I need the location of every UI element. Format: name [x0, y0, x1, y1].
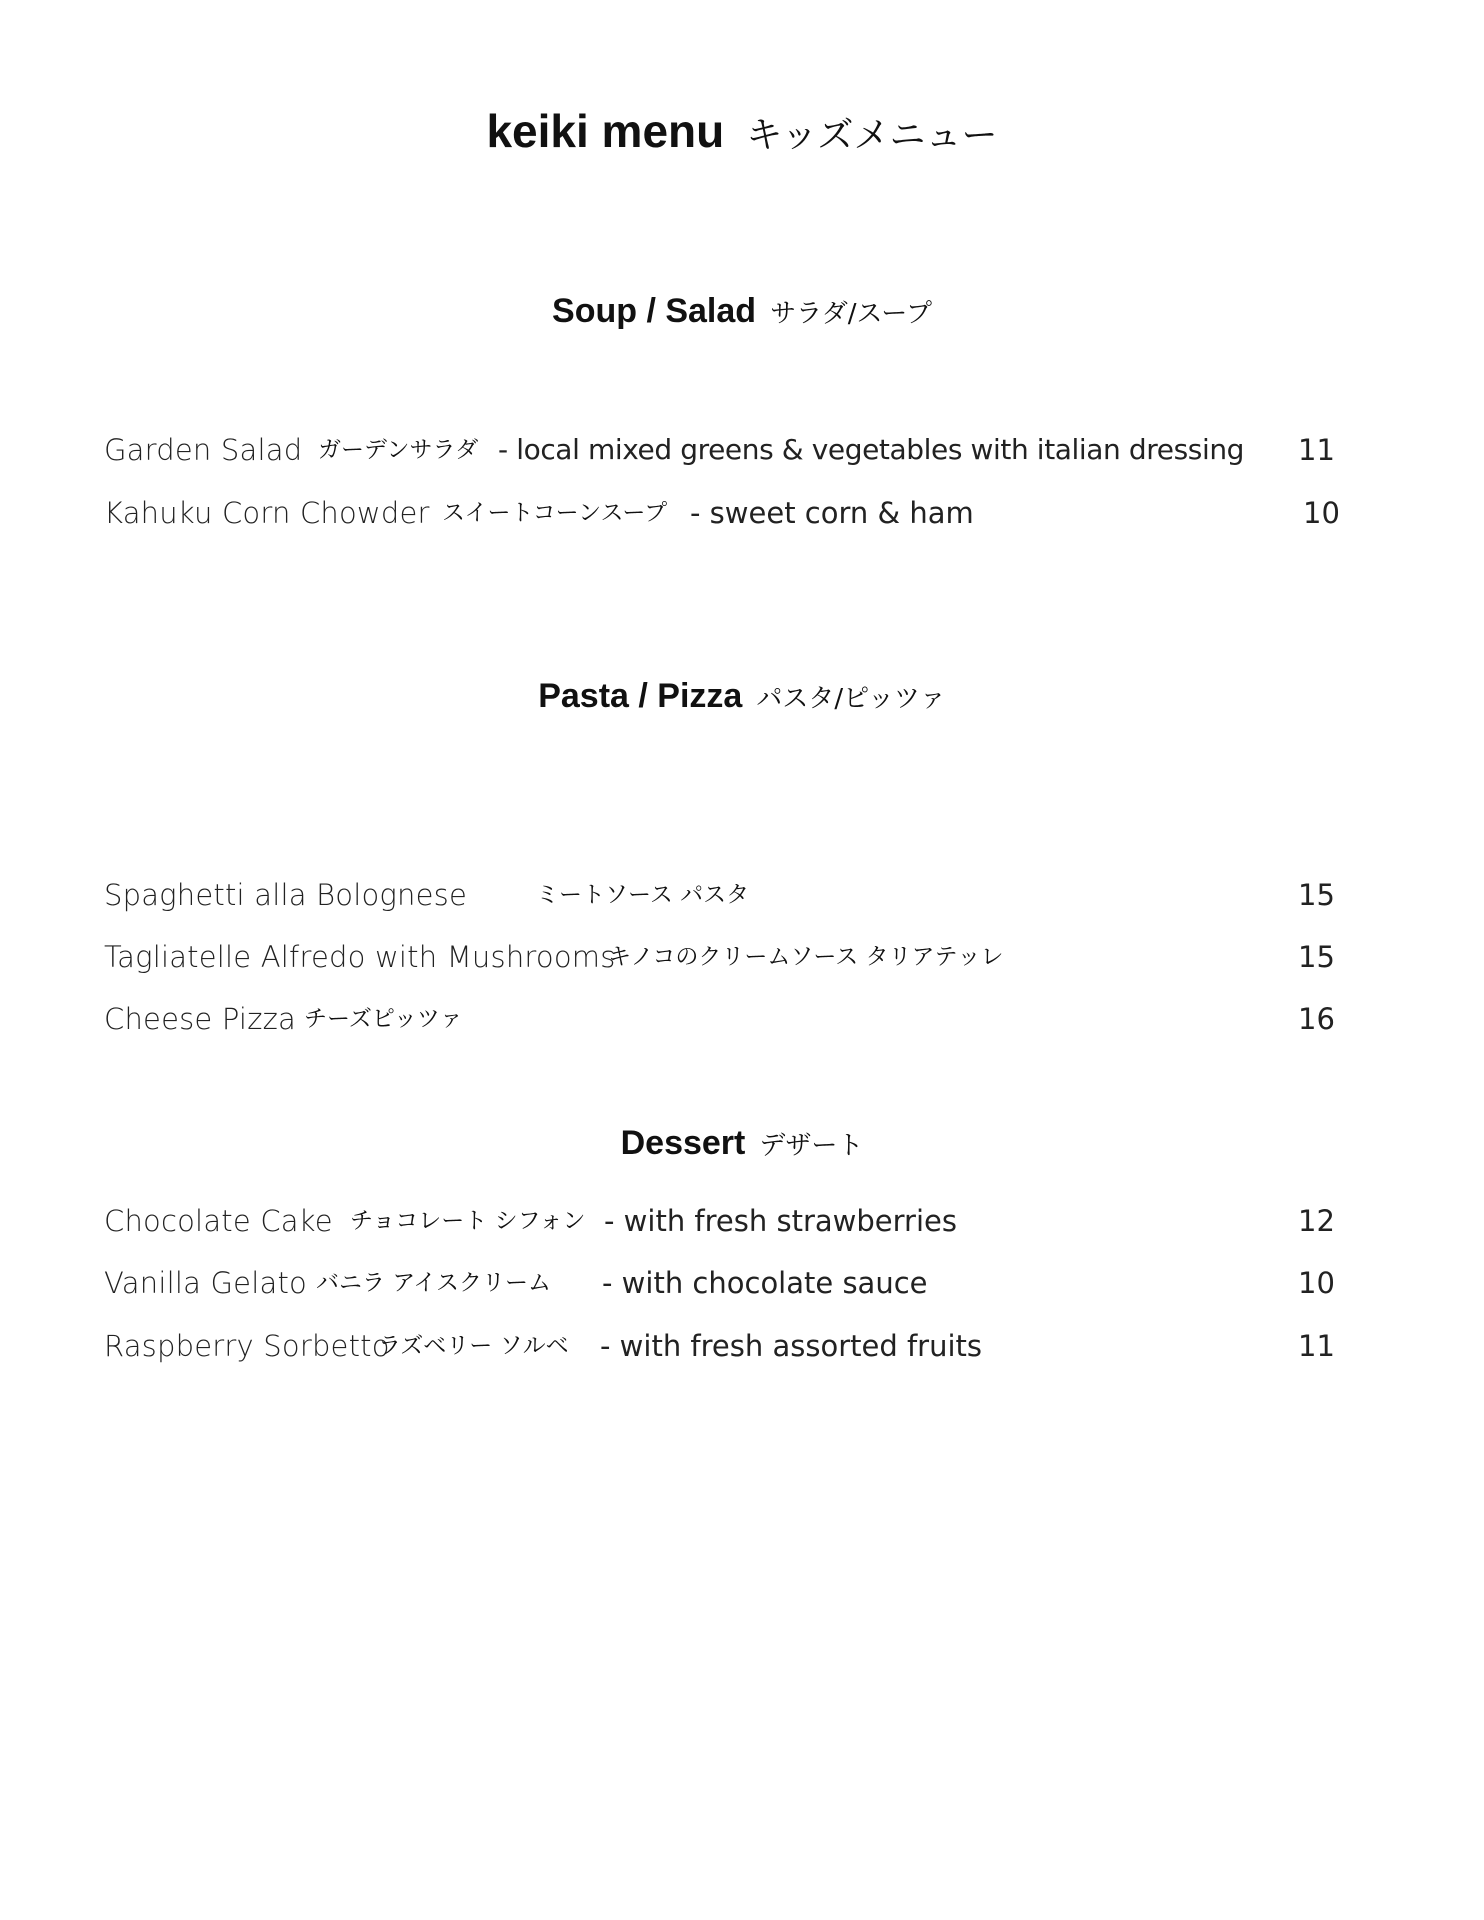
- item-price: 10: [1303, 496, 1340, 530]
- section-heading-pasta-pizza: [0, 677, 1484, 716]
- item-price: 16: [1298, 1002, 1335, 1036]
- item-price: 15: [1298, 878, 1335, 912]
- item-name: Raspberry Sorbetto: [104, 1329, 390, 1363]
- item-price: 15: [1298, 940, 1335, 974]
- item-name-jp: ミートソース パスタ: [536, 882, 750, 908]
- menu-item-raspberry-sorbetto: [104, 1321, 1344, 1371]
- item-price: 11: [1298, 433, 1335, 467]
- item-name-jp: ラズベリー ソルベ: [378, 1333, 569, 1359]
- section-heading-dessert: [0, 1124, 1484, 1163]
- menu-item-spaghetti: [104, 870, 1344, 920]
- menu-item-vanilla-gelato: [104, 1258, 1344, 1308]
- section-heading-jp: パスタ/ピッツァ: [756, 684, 946, 714]
- section-heading-en: Dessert: [620, 1124, 746, 1162]
- item-description: - with fresh strawberries: [604, 1204, 957, 1238]
- menu-item-garden-salad: [104, 425, 1344, 475]
- item-name-jp: ガーデンサラダ: [318, 437, 479, 463]
- item-name: Spaghetti alla Bolognese: [104, 878, 468, 912]
- item-description: - with fresh assorted fruits: [600, 1329, 983, 1363]
- menu-item-chocolate-cake: [104, 1196, 1344, 1246]
- item-name: Cheese Pizza: [104, 1002, 297, 1036]
- menu-item-tagliatelle: [104, 932, 1344, 982]
- section-heading-en: Pasta / Pizza: [538, 677, 743, 715]
- menu-title: [0, 104, 1484, 158]
- item-price: 11: [1298, 1329, 1335, 1363]
- section-heading-jp: サラダ/スープ: [770, 299, 932, 329]
- item-name-jp: バニラ アイスクリーム: [316, 1270, 552, 1296]
- menu-title-en: keiki menu: [486, 105, 725, 157]
- item-description: - sweet corn & ham: [690, 496, 974, 530]
- item-name: Tagliatelle Alfredo with Mushrooms: [104, 940, 616, 974]
- item-price: 12: [1298, 1204, 1335, 1238]
- item-name-jp: チョコレート シフォン: [350, 1208, 586, 1234]
- menu-item-cheese-pizza: [104, 994, 1344, 1044]
- item-price: 10: [1298, 1266, 1335, 1300]
- item-name: Kahuku Corn Chowder: [104, 496, 430, 530]
- item-name-jp: スイートコーンスープ: [442, 500, 668, 526]
- item-description: - local mixed greens & vegetables with italian dressing: [498, 433, 1245, 466]
- item-name: Garden Salad: [104, 433, 303, 467]
- section-heading-jp: デザート: [759, 1131, 864, 1161]
- section-heading-soup-salad: [0, 292, 1484, 331]
- menu-item-corn-chowder: [104, 488, 1344, 538]
- item-name: Vanilla Gelato: [104, 1266, 307, 1300]
- item-description: - with chocolate sauce: [602, 1266, 928, 1300]
- item-name-jp: キノコのクリームソース タリアテッレ: [608, 944, 1004, 970]
- menu-title-jp: キッズメニュー: [746, 115, 998, 156]
- item-name-jp: チーズピッツァ: [304, 1006, 463, 1032]
- item-name: Chocolate Cake: [104, 1204, 333, 1238]
- section-heading-en: Soup / Salad: [552, 292, 757, 330]
